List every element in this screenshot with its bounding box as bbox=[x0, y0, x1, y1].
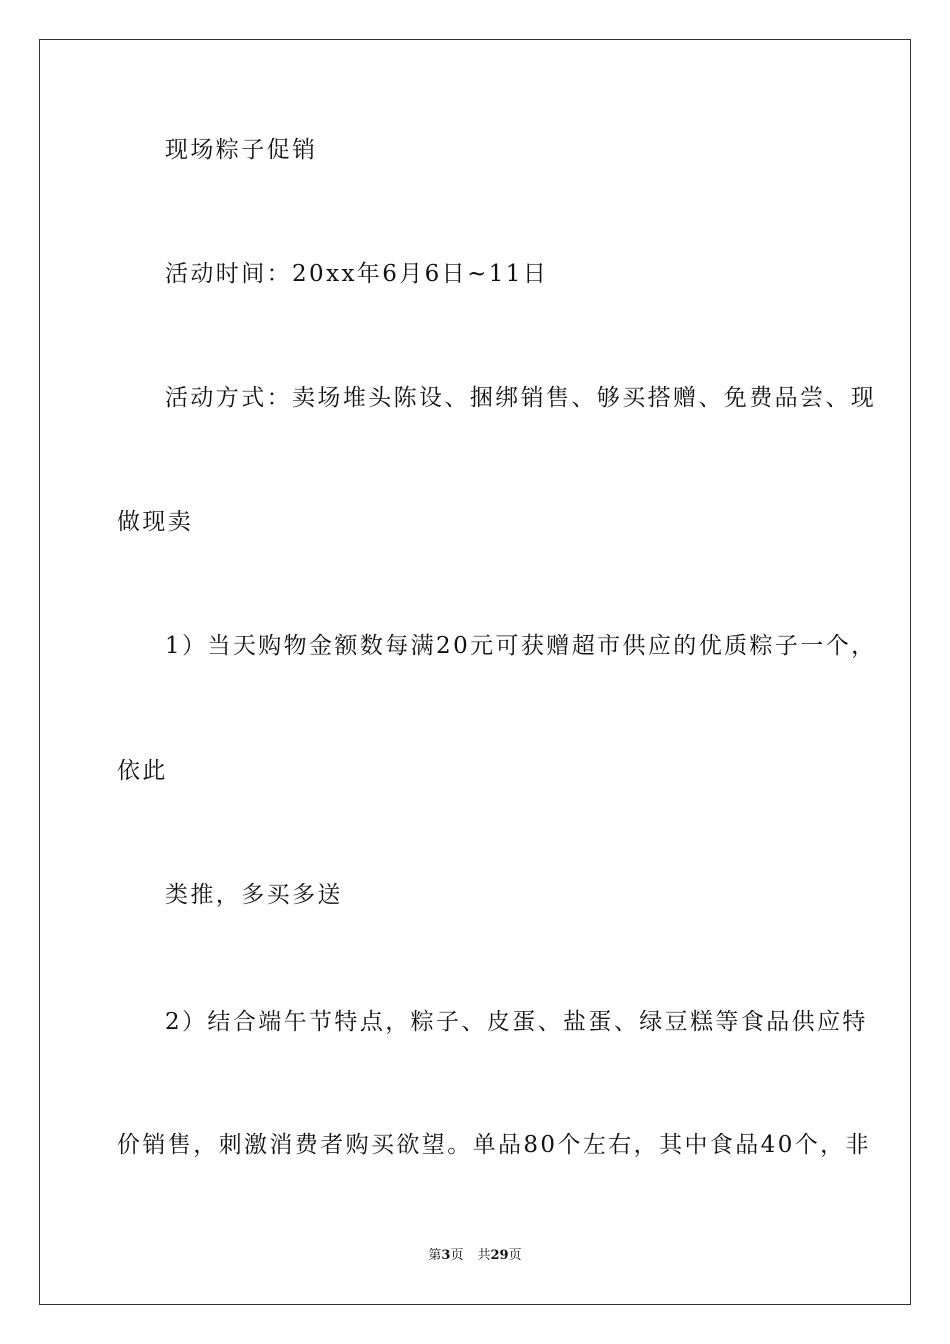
paragraph-line-3: 活动方式：卖场堆头陈设、捆绑销售、够买搭赠、免费品尝、现 bbox=[165, 385, 877, 411]
total-prefix: 共 bbox=[477, 1248, 491, 1263]
paragraph-line-9: 价销售，刺激消费者购买欲望。单品80个左右，其中食品40个，非 bbox=[117, 1132, 871, 1158]
total-pages: 29 bbox=[490, 1248, 509, 1263]
paragraph-line-1: 现场粽子促销 bbox=[165, 137, 318, 163]
paragraph-line-8: 2）结合端午节特点，粽子、皮蛋、盐蛋、绿豆糕等食品供应特 bbox=[165, 1009, 868, 1035]
page-number: 3 bbox=[441, 1248, 451, 1263]
paragraph-line-5: 1）当天购物金额数每满20元可获赠超市供应的优质粽子一个， bbox=[165, 633, 877, 659]
paragraph-line-2: 活动时间：20xx年6月6日~11日 bbox=[165, 261, 549, 287]
paragraph-line-4: 做现卖 bbox=[117, 509, 194, 535]
page-suffix: 页 bbox=[450, 1248, 464, 1263]
page-frame bbox=[39, 39, 911, 1305]
paragraph-line-6: 依此 bbox=[117, 758, 168, 784]
paragraph-line-7: 类推，多买多送 bbox=[165, 882, 343, 908]
page-footer bbox=[0, 1247, 950, 1265]
total-suffix: 页 bbox=[508, 1248, 522, 1263]
page-prefix: 第 bbox=[428, 1248, 442, 1263]
